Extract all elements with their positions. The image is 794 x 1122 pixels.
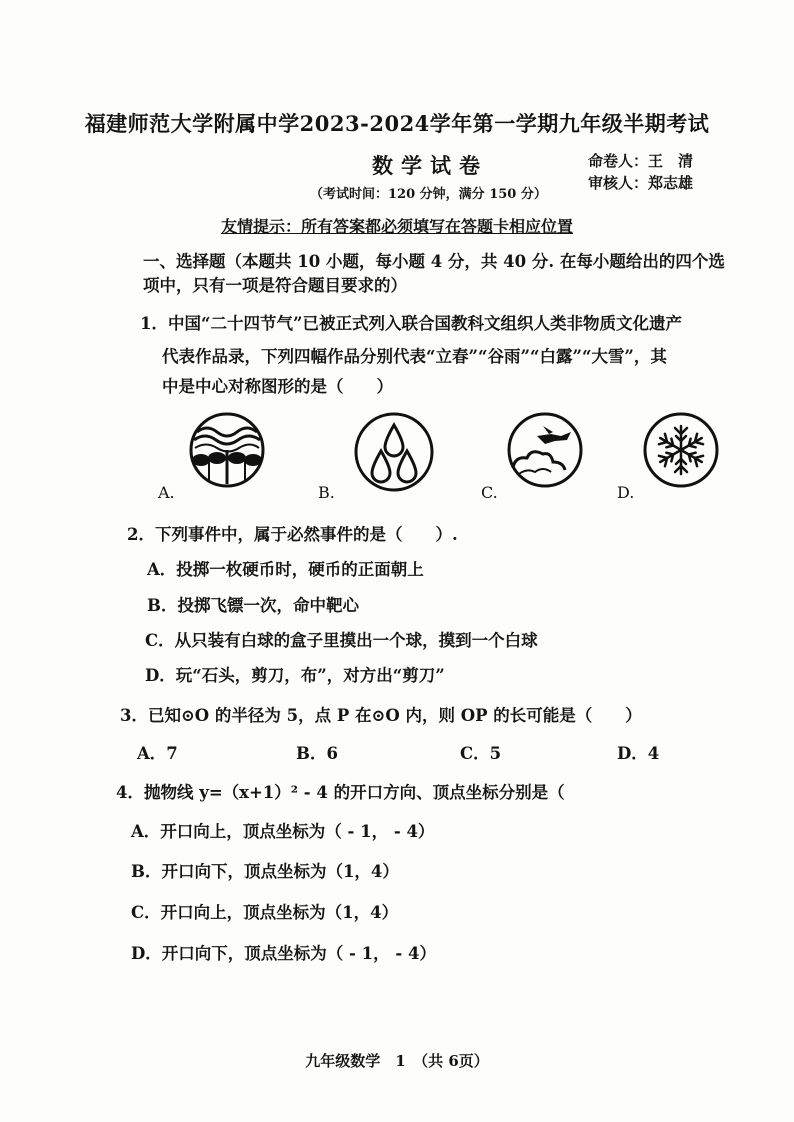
- page-footer: 九年级数学 1 （共 6页）: [305, 1052, 489, 1070]
- question-4-stem: 4．抛物线 y=（x+1）² - 4 的开口方向、顶点坐标分别是（: [116, 783, 565, 802]
- section-heading-line1: 一、选择题（本题共 10 小题，每小题 4 分，共 40 分. 在每小题给出的四个选: [143, 252, 725, 271]
- setter-label: 命卷人：王 清: [588, 152, 694, 170]
- question-3-stem: 3．已知⊙O 的半径为 5，点 P 在⊙O 内，则 OP 的长可能是（ ）: [120, 706, 642, 725]
- figure-b-raindrops-icon: [352, 410, 436, 498]
- question-1-line2: 代表作品录，下列四幅作品分别代表“立春”“谷雨”“白露”“大雪”，其: [162, 347, 667, 366]
- question-3-option-c: C．5: [460, 744, 502, 763]
- section-heading-line2: 项中，只有一项是符合题目要求的）: [143, 276, 407, 295]
- reviewer-label: 审核人：郑志雄: [588, 174, 694, 192]
- figure-a-spring-icon: [187, 410, 267, 494]
- notice-text: 友情提示：所有答案都必须填写在答题卡相应位置: [220, 217, 573, 236]
- question-2-option-c: C．从只装有白球的盒子里摸出一个球，摸到一个白球: [145, 631, 538, 650]
- exam-title: 福建师范大学附属中学2023-2024学年第一学期九年级半期考试: [84, 111, 710, 136]
- question-2-option-b: B．投掷飞镖一次，命中靶心: [147, 596, 359, 615]
- question-4-option-c: C．开口向上，顶点坐标为（1，4）: [131, 903, 399, 922]
- question-2-option-a: A．投掷一枚硬币时，硬币的正面朝上: [147, 560, 424, 579]
- figure-c-bird-clouds-icon: [505, 410, 585, 494]
- question-3-option-d: D．4: [617, 744, 660, 763]
- figure-d-snowflake-icon: [641, 410, 721, 494]
- question-3-option-a: A．7: [137, 744, 178, 763]
- figure-b-label: B.: [318, 483, 335, 502]
- figure-d-label: D.: [617, 483, 635, 502]
- subject-title: 数学试卷: [372, 153, 488, 178]
- question-4-option-d: D．开口向下，顶点坐标为（ - 1， - 4）: [131, 944, 436, 963]
- figure-a-label: A.: [158, 483, 175, 502]
- question-1-line1: 1．中国“二十四节气”已被正式列入联合国教科文组织人类非物质文化遗产: [140, 314, 682, 333]
- question-4-option-a: A．开口向上，顶点坐标为（ - 1， - 4）: [131, 822, 435, 841]
- question-1-line3: 中是中心对称图形的是（ ）: [162, 377, 393, 396]
- question-2-option-d: D．玩“石头，剪刀，布”，对方出“剪刀”: [145, 666, 445, 685]
- question-3-option-b: B．6: [296, 744, 338, 763]
- exam-info: （考试时间：120 分钟，满分 150 分）: [310, 187, 547, 202]
- question-2-stem: 2．下列事件中，属于必然事件的是（ ）.: [127, 525, 458, 544]
- figure-c-label: C.: [481, 483, 498, 502]
- question-4-option-b: B．开口向下，顶点坐标为（1，4）: [131, 862, 399, 881]
